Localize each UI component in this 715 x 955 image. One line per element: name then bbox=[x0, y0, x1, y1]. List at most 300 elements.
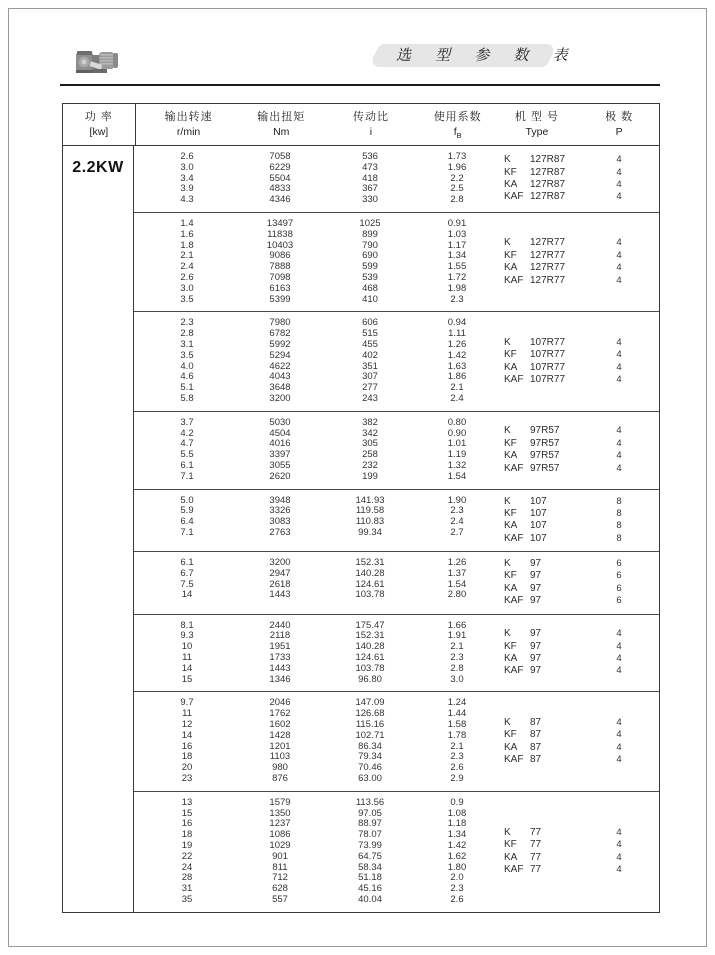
service-factor-value: 1.08 bbox=[447, 807, 467, 819]
speed-value: 9.7 bbox=[180, 697, 194, 709]
torque-value: 1443 bbox=[269, 662, 291, 674]
torque-value: 1762 bbox=[269, 708, 291, 720]
type-column bbox=[494, 219, 579, 305]
fb-column bbox=[420, 621, 494, 686]
ratio-value: 119.58 bbox=[355, 505, 385, 517]
speed-value: 4.7 bbox=[180, 438, 194, 450]
torque-value: 5399 bbox=[269, 293, 291, 305]
service-factor-value: 2.1 bbox=[450, 740, 464, 752]
ratio-value: 599 bbox=[362, 261, 378, 273]
poles-value: 4 bbox=[616, 178, 622, 190]
poles-column bbox=[579, 621, 659, 686]
model-size: 97 bbox=[530, 558, 542, 570]
poles-value: 4 bbox=[616, 640, 622, 652]
model-type bbox=[494, 508, 579, 520]
ratio-value: 455 bbox=[362, 338, 378, 350]
model-type bbox=[494, 275, 579, 287]
speed-value: 5.1 bbox=[180, 382, 194, 394]
table-group bbox=[134, 212, 659, 311]
model-series: KF bbox=[504, 166, 517, 178]
ratio-value: 402 bbox=[362, 349, 378, 361]
speed-value: 11 bbox=[182, 652, 192, 664]
poles-value: 4 bbox=[616, 450, 622, 462]
table-group bbox=[134, 146, 659, 212]
type-column bbox=[494, 558, 579, 608]
torque-value: 11838 bbox=[267, 228, 293, 240]
torque-value: 4622 bbox=[269, 360, 291, 372]
service-factor-value: 1.42 bbox=[447, 349, 467, 361]
poles-value: 4 bbox=[616, 154, 622, 166]
poles-value: 4 bbox=[616, 827, 622, 838]
speed-value: 14 bbox=[181, 729, 193, 741]
torque-value: 5992 bbox=[269, 338, 291, 350]
torque-value: 1443 bbox=[269, 589, 291, 601]
model-series: KF bbox=[504, 437, 517, 449]
model-size: 87 bbox=[530, 754, 542, 765]
model-series: KF bbox=[504, 507, 517, 519]
fb-subscript: B bbox=[456, 131, 462, 141]
poles-value: 4 bbox=[616, 851, 622, 863]
service-factor-value: 1.90 bbox=[447, 494, 467, 506]
model-size: 97R57 bbox=[530, 450, 560, 462]
ratio-value: 418 bbox=[362, 172, 378, 184]
speed-column bbox=[134, 621, 240, 686]
service-factor-value: 1.63 bbox=[447, 360, 467, 372]
ratio-column bbox=[320, 219, 420, 305]
speed-value: 3.9 bbox=[180, 183, 194, 195]
model-size: 97R57 bbox=[530, 437, 560, 449]
speed-value: 14 bbox=[181, 662, 193, 674]
speed-value: 9.3 bbox=[180, 630, 194, 642]
model-size: 97 bbox=[530, 653, 542, 665]
ratio-value: 899 bbox=[362, 228, 378, 240]
service-factor-value: 1.32 bbox=[447, 459, 467, 471]
torque-value: 10403 bbox=[266, 239, 294, 251]
model-series: KA bbox=[504, 262, 518, 274]
ratio-value: 690 bbox=[362, 250, 378, 262]
poles-column bbox=[579, 219, 659, 305]
poles-value: 8 bbox=[616, 520, 622, 532]
torque-value: 4016 bbox=[269, 438, 291, 450]
poles-column bbox=[579, 318, 659, 404]
ratio-value: 86.34 bbox=[358, 740, 382, 752]
model-series: K bbox=[504, 495, 511, 507]
poles-column bbox=[579, 698, 659, 784]
table-body bbox=[63, 146, 659, 912]
model-type bbox=[494, 533, 579, 545]
model-size: 127R77 bbox=[530, 249, 566, 261]
ratio-value: 103.78 bbox=[355, 589, 385, 601]
model-type bbox=[494, 262, 579, 274]
fb-symbol: f bbox=[453, 126, 457, 138]
torque-value: 1086 bbox=[269, 829, 291, 841]
speed-value: 24 bbox=[181, 861, 193, 873]
speed-column bbox=[134, 698, 240, 784]
poles-value: 4 bbox=[616, 361, 622, 373]
torque-value: 7980 bbox=[269, 317, 291, 329]
data-groups bbox=[134, 146, 659, 912]
service-factor-value: 2.5 bbox=[450, 183, 464, 195]
fb-column bbox=[420, 558, 494, 608]
poles-value: 4 bbox=[616, 166, 622, 178]
service-factor-value: 2.4 bbox=[450, 516, 464, 528]
torque-value: 1602 bbox=[269, 719, 291, 731]
model-type bbox=[494, 425, 579, 437]
header-divider bbox=[60, 84, 660, 86]
ratio-value: 342 bbox=[362, 427, 378, 439]
service-factor-value: 1.98 bbox=[447, 282, 467, 294]
torque-value: 7058 bbox=[269, 151, 291, 162]
speed-value: 23 bbox=[181, 773, 193, 784]
speed-value: 2.4 bbox=[180, 261, 194, 273]
model-size: 97R57 bbox=[530, 425, 560, 437]
service-factor-value: 1.54 bbox=[447, 470, 467, 482]
model-size: 107 bbox=[530, 520, 547, 532]
ratio-value: 1025 bbox=[359, 217, 381, 229]
poles-value: 4 bbox=[616, 729, 622, 741]
table-group bbox=[134, 551, 659, 614]
speed-value: 1.8 bbox=[180, 239, 194, 251]
model-size: 97 bbox=[530, 595, 542, 607]
ratio-value: 110.83 bbox=[355, 516, 385, 528]
service-factor-value: 1.58 bbox=[447, 719, 467, 731]
speed-value: 2.8 bbox=[180, 328, 194, 340]
service-factor-value: 1.03 bbox=[447, 228, 467, 240]
model-series: K bbox=[504, 628, 511, 640]
torque-value: 1579 bbox=[269, 796, 291, 808]
speed-value: 7.5 bbox=[180, 578, 194, 590]
model-type bbox=[494, 628, 579, 640]
speed-value: 5.0 bbox=[180, 494, 194, 506]
ratio-value: 243 bbox=[362, 392, 378, 404]
service-factor-value: 2.3 bbox=[450, 883, 464, 895]
torque-value: 2947 bbox=[269, 567, 291, 579]
poles-value: 4 bbox=[616, 462, 622, 474]
fb-column bbox=[420, 318, 494, 404]
poles-value: 4 bbox=[616, 665, 622, 677]
model-size: 127R77 bbox=[530, 262, 566, 274]
speed-value: 7.1 bbox=[180, 526, 194, 538]
ratio-column bbox=[320, 698, 420, 784]
speed-column bbox=[134, 418, 240, 483]
model-series: KF bbox=[504, 349, 517, 361]
model-type bbox=[494, 463, 579, 475]
speed-value: 10 bbox=[181, 641, 193, 653]
model-size: 107R77 bbox=[530, 336, 566, 348]
poles-value: 8 bbox=[616, 532, 622, 544]
model-size: 107 bbox=[530, 507, 547, 519]
model-type bbox=[494, 179, 579, 191]
model-type bbox=[494, 595, 579, 607]
speed-value: 6.4 bbox=[180, 516, 194, 528]
poles-value: 8 bbox=[616, 507, 622, 519]
model-type bbox=[494, 570, 579, 582]
model-series: KAF bbox=[504, 462, 524, 474]
service-factor-value: 1.80 bbox=[447, 861, 467, 873]
speed-column bbox=[134, 318, 240, 404]
poles-value: 4 bbox=[616, 425, 622, 437]
model-series: KA bbox=[504, 582, 518, 594]
table-group bbox=[134, 691, 659, 790]
header-poles: 极 数 P bbox=[605, 111, 634, 138]
fb-column bbox=[420, 798, 494, 906]
service-factor-value: 2.6 bbox=[450, 762, 464, 774]
model-series: K bbox=[504, 558, 511, 570]
torque-value: 5504 bbox=[269, 172, 291, 184]
torque-value: 6782 bbox=[269, 328, 291, 340]
service-factor-value: 1.01 bbox=[447, 438, 467, 450]
poles-value: 6 bbox=[616, 582, 622, 594]
type-column bbox=[494, 698, 579, 784]
ratio-value: 305 bbox=[362, 438, 378, 450]
speed-column bbox=[134, 496, 240, 546]
model-series: KA bbox=[504, 741, 518, 753]
speed-value: 3.7 bbox=[180, 416, 194, 428]
service-factor-value: 2.9 bbox=[450, 773, 464, 784]
speed-value: 13 bbox=[181, 796, 193, 808]
speed-value: 18 bbox=[181, 751, 193, 763]
model-size: 97R57 bbox=[530, 462, 560, 474]
torque-value: 1350 bbox=[269, 807, 291, 819]
torque-value: 7888 bbox=[269, 261, 291, 273]
model-series: KA bbox=[504, 178, 518, 190]
poles-column bbox=[579, 418, 659, 483]
page-title: 选 型 参 数 表 bbox=[396, 47, 578, 64]
table-group bbox=[134, 489, 659, 552]
table-group bbox=[134, 411, 659, 489]
table-group bbox=[134, 791, 659, 912]
ratio-value: 232 bbox=[362, 459, 378, 471]
model-series: KA bbox=[504, 653, 518, 665]
speed-value: 11 bbox=[182, 708, 192, 720]
poles-value: 4 bbox=[616, 864, 622, 876]
torque-value: 1346 bbox=[269, 673, 291, 685]
model-size: 127R87 bbox=[530, 178, 566, 190]
service-factor-value: 2.3 bbox=[450, 293, 464, 305]
ratio-value: 410 bbox=[362, 293, 378, 305]
speed-value: 4.0 bbox=[180, 360, 194, 372]
service-factor-value: 1.72 bbox=[447, 271, 467, 283]
ratio-column bbox=[320, 496, 420, 546]
model-series: KAF bbox=[504, 274, 524, 286]
ratio-column bbox=[320, 152, 420, 206]
ratio-value: 78.07 bbox=[358, 829, 382, 841]
ratio-value: 115.16 bbox=[355, 719, 385, 731]
model-size: 97 bbox=[530, 640, 542, 652]
service-factor-value: 1.73 bbox=[447, 151, 467, 162]
speed-column bbox=[134, 152, 240, 206]
ratio-value: 330 bbox=[362, 194, 378, 206]
model-size: 107 bbox=[530, 495, 547, 507]
ratio-column bbox=[320, 621, 420, 686]
speed-value: 1.6 bbox=[180, 228, 194, 240]
ratio-value: 140.28 bbox=[355, 641, 385, 653]
service-factor-value: 1.96 bbox=[447, 161, 467, 173]
model-size: 77 bbox=[530, 864, 542, 876]
type-column bbox=[494, 318, 579, 404]
ratio-value: 473 bbox=[362, 161, 378, 173]
type-column bbox=[494, 496, 579, 546]
ratio-value: 152.31 bbox=[355, 630, 385, 642]
torque-column bbox=[240, 621, 320, 686]
ratio-value: 307 bbox=[362, 371, 378, 383]
poles-value: 6 bbox=[616, 558, 622, 570]
speed-value: 5.5 bbox=[180, 449, 194, 461]
service-factor-value: 1.62 bbox=[447, 850, 467, 862]
service-factor-value: 2.3 bbox=[450, 505, 464, 517]
speed-value: 3.5 bbox=[180, 293, 194, 305]
poles-value: 4 bbox=[616, 237, 622, 249]
poles-column bbox=[579, 496, 659, 546]
ratio-value: 152.31 bbox=[355, 557, 385, 569]
torque-value: 7098 bbox=[269, 271, 291, 283]
model-type bbox=[494, 450, 579, 462]
service-factor-value: 1.44 bbox=[447, 708, 467, 720]
torque-value: 712 bbox=[272, 872, 288, 884]
ratio-value: 40.04 bbox=[358, 893, 382, 905]
service-factor-value: 0.80 bbox=[447, 416, 467, 428]
poles-value: 4 bbox=[616, 628, 622, 640]
model-type bbox=[494, 583, 579, 595]
model-size: 127R87 bbox=[530, 191, 566, 203]
torque-value: 1237 bbox=[269, 818, 291, 830]
model-series: KAF bbox=[504, 665, 524, 677]
poles-value: 4 bbox=[616, 249, 622, 261]
service-factor-value: 1.34 bbox=[447, 829, 467, 841]
service-factor-value: 2.3 bbox=[450, 652, 464, 664]
model-series: KA bbox=[504, 361, 518, 373]
speed-value: 22 bbox=[181, 850, 193, 862]
ratio-column bbox=[320, 418, 420, 483]
model-series: K bbox=[504, 336, 511, 348]
service-factor-value: 3.0 bbox=[450, 673, 464, 685]
speed-value: 3.0 bbox=[180, 282, 194, 294]
poles-column bbox=[579, 152, 659, 206]
ratio-value: 73.99 bbox=[358, 839, 382, 851]
model-type bbox=[494, 717, 579, 729]
model-type bbox=[494, 665, 579, 677]
ratio-value: 277 bbox=[362, 382, 378, 394]
service-factor-value: 2.7 bbox=[450, 526, 464, 538]
fb-column bbox=[420, 418, 494, 483]
torque-value: 3648 bbox=[269, 382, 291, 394]
model-type bbox=[494, 653, 579, 665]
torque-value: 13497 bbox=[266, 217, 294, 229]
type-column bbox=[494, 152, 579, 206]
header-ratio: 传动比 i bbox=[352, 111, 389, 138]
torque-value: 1951 bbox=[269, 641, 291, 653]
speed-value: 3.1 bbox=[180, 338, 194, 350]
model-series: KAF bbox=[504, 595, 524, 607]
torque-value: 3948 bbox=[269, 494, 291, 506]
model-type bbox=[494, 167, 579, 179]
poles-column bbox=[579, 558, 659, 608]
model-type bbox=[494, 362, 579, 374]
model-type bbox=[494, 520, 579, 532]
torque-value: 4833 bbox=[269, 183, 291, 195]
model-size: 107R77 bbox=[530, 349, 566, 361]
model-series: KAF bbox=[504, 191, 524, 203]
header-power: 功 率 [kw] bbox=[63, 104, 136, 145]
model-size: 127R77 bbox=[530, 237, 566, 249]
torque-value: 2440 bbox=[269, 619, 291, 631]
model-series: KAF bbox=[504, 373, 524, 385]
service-factor-value: 2.6 bbox=[450, 893, 464, 905]
model-type bbox=[494, 742, 579, 754]
speed-value: 15 bbox=[181, 807, 193, 819]
torque-value: 4346 bbox=[269, 194, 291, 206]
poles-value: 4 bbox=[616, 839, 622, 851]
model-series: KF bbox=[504, 570, 517, 582]
model-series: KAF bbox=[504, 864, 524, 876]
poles-value: 4 bbox=[616, 191, 622, 203]
ratio-value: 96.80 bbox=[358, 673, 382, 685]
ratio-value: 175.47 bbox=[355, 619, 385, 631]
ratio-column bbox=[320, 798, 420, 906]
speed-column bbox=[134, 558, 240, 608]
ratio-column bbox=[320, 558, 420, 608]
model-type bbox=[494, 754, 579, 766]
service-factor-value: 0.90 bbox=[447, 427, 467, 439]
service-factor-value: 2.2 bbox=[450, 172, 464, 184]
poles-value: 4 bbox=[616, 754, 622, 765]
torque-value: 1029 bbox=[269, 839, 291, 851]
speed-value: 2.3 bbox=[180, 317, 194, 329]
ratio-value: 124.61 bbox=[355, 578, 385, 590]
poles-value: 4 bbox=[616, 373, 622, 385]
torque-value: 980 bbox=[272, 762, 288, 774]
header-output-torque: 输出扭矩 Nm bbox=[257, 111, 306, 138]
ratio-value: 468 bbox=[362, 282, 378, 294]
model-size: 87 bbox=[530, 716, 542, 728]
model-size: 127R87 bbox=[530, 154, 566, 166]
model-size: 87 bbox=[530, 729, 542, 741]
speed-value: 5.9 bbox=[180, 505, 194, 517]
model-series: K bbox=[504, 425, 511, 437]
service-factor-value: 1.66 bbox=[447, 619, 467, 631]
model-series: K bbox=[504, 237, 511, 249]
model-type bbox=[494, 864, 579, 876]
model-series: KF bbox=[504, 839, 517, 851]
ratio-value: 51.18 bbox=[358, 872, 382, 884]
service-factor-value: 0.94 bbox=[447, 317, 467, 329]
torque-column bbox=[240, 496, 320, 546]
model-type bbox=[494, 827, 579, 839]
torque-value: 3200 bbox=[269, 557, 291, 569]
torque-value: 9086 bbox=[269, 250, 291, 262]
speed-value: 18 bbox=[181, 829, 193, 841]
poles-value: 8 bbox=[616, 495, 622, 507]
poles-value: 4 bbox=[616, 274, 622, 286]
model-type bbox=[494, 729, 579, 741]
torque-column bbox=[240, 558, 320, 608]
model-type bbox=[494, 154, 579, 166]
speed-column bbox=[134, 219, 240, 305]
ratio-value: 63.00 bbox=[358, 773, 382, 784]
service-factor-value: 2.3 bbox=[450, 751, 464, 763]
gearmotor-photo-icon bbox=[74, 41, 122, 81]
ratio-value: 258 bbox=[362, 449, 378, 461]
poles-value: 4 bbox=[616, 716, 622, 728]
speed-value: 2.6 bbox=[180, 151, 194, 162]
power-value: 2.2KW bbox=[72, 159, 124, 176]
ratio-value: 124.61 bbox=[355, 652, 385, 664]
service-factor-value: 0.91 bbox=[447, 217, 467, 229]
speed-value: 7.1 bbox=[180, 470, 194, 482]
ratio-value: 45.16 bbox=[358, 883, 382, 895]
model-series: K bbox=[504, 827, 511, 838]
model-series: KF bbox=[504, 729, 517, 741]
